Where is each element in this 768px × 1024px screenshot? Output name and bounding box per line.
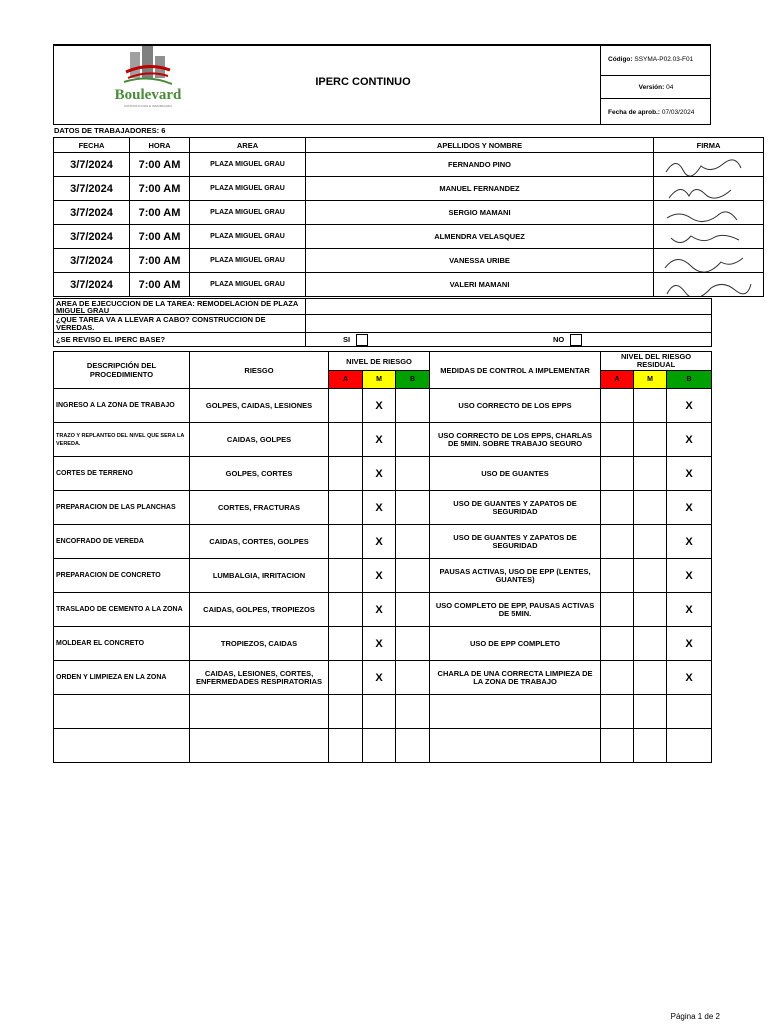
worker-nombre: VANESSA URIBE xyxy=(306,249,654,273)
empty-cell xyxy=(667,695,712,729)
no-checkbox[interactable] xyxy=(570,334,582,346)
risk-nivel-a xyxy=(329,491,363,525)
col-riesgo: RIESGO xyxy=(190,352,329,389)
risk-nivel-a xyxy=(329,559,363,593)
risk-nivel-b xyxy=(396,457,430,491)
worker-firma xyxy=(654,225,764,249)
col-firma: FIRMA xyxy=(654,138,764,153)
risk-residual-a xyxy=(601,491,634,525)
worker-hora: 7:00 AM xyxy=(130,201,190,225)
risk-nivel-a xyxy=(329,593,363,627)
nivel-b-header: B xyxy=(396,371,430,389)
risk-medidas: USO DE EPP COMPLETO xyxy=(430,627,601,661)
risk-residual-a xyxy=(601,559,634,593)
empty-cell xyxy=(54,729,190,763)
risk-nivel-b xyxy=(396,593,430,627)
nivel-m-header: M xyxy=(363,371,396,389)
risk-residual-b: X xyxy=(667,423,712,457)
risk-residual-b: X xyxy=(667,525,712,559)
risk-nivel-m: X xyxy=(363,491,396,525)
risk-nivel-a xyxy=(329,525,363,559)
empty-cell xyxy=(667,729,712,763)
risk-residual-b: X xyxy=(667,389,712,423)
risk-residual-m xyxy=(634,389,667,423)
signature-icon xyxy=(661,202,757,224)
empty-cell xyxy=(396,729,430,763)
risk-descripcion: ENCOFRADO DE VEREDA xyxy=(54,525,190,559)
risk-descripcion: PREPARACION DE CONCRETO xyxy=(54,559,190,593)
worker-fecha: 3/7/2024 xyxy=(54,177,130,201)
risk-medidas: CHARLA DE UNA CORRECTA LIMPIEZA DE LA ZONA DE TRABAJO xyxy=(430,661,601,695)
risk-row xyxy=(54,593,712,627)
risk-nivel-m: X xyxy=(363,423,396,457)
risk-residual-m xyxy=(634,491,667,525)
worker-row xyxy=(54,225,764,249)
risk-riesgo: LUMBALGIA, IRRITACION xyxy=(190,559,329,593)
worker-row xyxy=(54,249,764,273)
risk-nivel-a xyxy=(329,627,363,661)
risk-residual-m xyxy=(634,627,667,661)
col-nivel-riesgo: NIVEL DE RIESGO xyxy=(329,352,430,371)
empty-cell xyxy=(430,729,601,763)
workers-table xyxy=(53,137,764,297)
worker-nombre: SERGIO MAMANI xyxy=(306,201,654,225)
risk-medidas: PAUSAS ACTIVAS, USO DE EPP (LENTES, GUANTES) xyxy=(430,559,601,593)
risk-nivel-b xyxy=(396,389,430,423)
risk-riesgo: CAIDAS, GOLPES xyxy=(190,423,329,457)
signature-icon xyxy=(661,250,757,272)
no-label: NO xyxy=(553,334,565,344)
risk-residual-b: X xyxy=(667,559,712,593)
risk-residual-a xyxy=(601,525,634,559)
meta-version xyxy=(601,76,711,99)
signature-icon xyxy=(661,226,757,248)
col-nombre: APELLIDOS Y NOMBRE xyxy=(306,138,654,153)
empty-cell xyxy=(329,729,363,763)
risk-residual-b: X xyxy=(667,661,712,695)
empty-cell xyxy=(329,695,363,729)
risk-row xyxy=(54,661,712,695)
logo-text: Boulevard xyxy=(114,86,182,103)
codigo-value: SSYMA-P02.03-F01 xyxy=(634,56,694,63)
version-value: 04 xyxy=(666,83,674,91)
risk-nivel-b xyxy=(396,491,430,525)
worker-nombre: ALMENDRA VELASQUEZ xyxy=(306,225,654,249)
empty-cell xyxy=(396,695,430,729)
risk-residual-m xyxy=(634,593,667,627)
risk-nivel-a xyxy=(329,457,363,491)
worker-area: PLAZA MIGUEL GRAU xyxy=(190,273,306,297)
worker-area: PLAZA MIGUEL GRAU xyxy=(190,177,306,201)
risk-nivel-m: X xyxy=(363,525,396,559)
risk-nivel-b xyxy=(396,627,430,661)
risk-riesgo: GOLPES, CAIDAS, LESIONES xyxy=(190,389,329,423)
risk-descripcion: INGRESO A LA ZONA DE TRABAJO xyxy=(54,389,190,423)
meta-fecha xyxy=(601,99,711,125)
risk-residual-a xyxy=(601,423,634,457)
risk-riesgo: GOLPES, CORTES xyxy=(190,457,329,491)
risk-nivel-m: X xyxy=(363,627,396,661)
risk-residual-a xyxy=(601,661,634,695)
risk-riesgo: TROPIEZOS, CAIDAS xyxy=(190,627,329,661)
risk-medidas: USO DE GUANTES Y ZAPATOS DE SEGURIDAD xyxy=(430,525,601,559)
risk-row xyxy=(54,627,712,661)
empty-cell xyxy=(601,729,634,763)
document-title: IPERC CONTINUO xyxy=(315,76,411,88)
residual-m-header: M xyxy=(634,371,667,389)
risk-nivel-b xyxy=(396,525,430,559)
risk-descripcion: MOLDEAR EL CONCRETO xyxy=(54,627,190,661)
worker-fecha: 3/7/2024 xyxy=(54,153,130,177)
risk-row xyxy=(54,389,712,423)
risk-residual-m xyxy=(634,661,667,695)
version-label: Versión: xyxy=(638,83,665,91)
worker-row xyxy=(54,273,764,297)
empty-cell xyxy=(190,729,329,763)
empty-cell xyxy=(634,695,667,729)
risk-residual-b: X xyxy=(667,491,712,525)
worker-area: PLAZA MIGUEL GRAU xyxy=(190,153,306,177)
risk-descripcion: TRASLADO DE CEMENTO A LA ZONA xyxy=(54,593,190,627)
risk-medidas: USO DE GUANTES xyxy=(430,457,601,491)
empty-cell xyxy=(601,695,634,729)
col-fecha: FECHA xyxy=(54,138,130,153)
risk-nivel-b xyxy=(396,661,430,695)
worker-area: PLAZA MIGUEL GRAU xyxy=(190,249,306,273)
worker-row xyxy=(54,177,764,201)
risk-row-empty xyxy=(54,695,712,729)
signature-icon xyxy=(661,154,757,176)
task-question: ¿QUE TAREA VA A LLEVAR A CABO? CONSTRUCCION DE VEREDAS. xyxy=(54,315,306,333)
risk-riesgo: CAIDAS, GOLPES, TROPIEZOS xyxy=(190,593,329,627)
workers-title: DATOS DE TRABAJADORES: 6 xyxy=(54,126,166,135)
worker-row xyxy=(54,201,764,225)
risk-riesgo: CAIDAS, LESIONES, CORTES, ENFERMEDADES RESPIRATORIAS xyxy=(190,661,329,695)
worker-nombre: VALERI MAMANI xyxy=(306,273,654,297)
risk-table xyxy=(53,351,712,763)
risk-residual-m xyxy=(634,423,667,457)
risk-descripcion: CORTES DE TERRENO xyxy=(54,457,190,491)
worker-fecha: 3/7/2024 xyxy=(54,201,130,225)
empty-cell xyxy=(190,695,329,729)
risk-residual-b: X xyxy=(667,593,712,627)
worker-fecha: 3/7/2024 xyxy=(54,225,130,249)
risk-residual-a xyxy=(601,627,634,661)
empty-cell xyxy=(363,729,396,763)
worker-hora: 7:00 AM xyxy=(130,153,190,177)
risk-descripcion: TRAZO Y REPLANTEO DEL NIVEL QUE SERA LA VEREDA. xyxy=(54,423,190,457)
risk-residual-a xyxy=(601,389,634,423)
col-medidas: MEDIDAS DE CONTROL A IMPLEMENTAR xyxy=(430,352,601,389)
risk-nivel-b xyxy=(396,423,430,457)
risk-residual-a xyxy=(601,593,634,627)
risk-row xyxy=(54,457,712,491)
risk-residual-b: X xyxy=(667,627,712,661)
signature-icon xyxy=(661,274,757,296)
risk-row-empty xyxy=(54,729,712,763)
risk-descripcion: ORDEN Y LIMPIEZA EN LA ZONA xyxy=(54,661,190,695)
worker-row xyxy=(54,153,764,177)
no-option[interactable] xyxy=(553,334,582,346)
risk-riesgo: CAIDAS, CORTES, GOLPES xyxy=(190,525,329,559)
risk-nivel-a xyxy=(329,661,363,695)
logo-building-icon xyxy=(112,46,184,122)
risk-nivel-a xyxy=(329,389,363,423)
risk-residual-a xyxy=(601,457,634,491)
risk-residual-m xyxy=(634,525,667,559)
worker-firma xyxy=(654,177,764,201)
si-checkbox[interactable] xyxy=(356,334,368,346)
col-descripcion: DESCRIPCIÓN DEL PROCEDIMIENTO xyxy=(54,352,190,389)
nivel-a-header: A xyxy=(329,371,363,389)
meta-codigo xyxy=(601,44,711,76)
empty-cell xyxy=(634,729,667,763)
worker-area: PLAZA MIGUEL GRAU xyxy=(190,225,306,249)
risk-residual-b: X xyxy=(667,457,712,491)
workers-header-row xyxy=(54,138,764,153)
worker-fecha: 3/7/2024 xyxy=(54,249,130,273)
worker-hora: 7:00 AM xyxy=(130,177,190,201)
residual-b-header: B xyxy=(667,371,712,389)
risk-row xyxy=(54,559,712,593)
risk-row xyxy=(54,423,712,457)
worker-area: PLAZA MIGUEL GRAU xyxy=(190,201,306,225)
task-info-table xyxy=(53,298,712,347)
worker-firma xyxy=(654,273,764,297)
worker-firma xyxy=(654,249,764,273)
risk-medidas: USO COMPLETO DE EPP, PAUSAS ACTIVAS DE 5MIN. xyxy=(430,593,601,627)
worker-hora: 7:00 AM xyxy=(130,273,190,297)
worker-nombre: MANUEL FERNANDEZ xyxy=(306,177,654,201)
worker-hora: 7:00 AM xyxy=(130,225,190,249)
worker-fecha: 3/7/2024 xyxy=(54,273,130,297)
risk-row xyxy=(54,525,712,559)
codigo-label: Código: xyxy=(608,56,633,63)
risk-nivel-m: X xyxy=(363,661,396,695)
fecha-label: Fecha de aprob.: xyxy=(608,108,661,116)
risk-nivel-m: X xyxy=(363,389,396,423)
residual-a-header: A xyxy=(601,371,634,389)
empty-cell xyxy=(430,695,601,729)
si-label: SI xyxy=(343,334,351,344)
col-riesgo-residual: NIVEL DEL RIESGO RESIDUAL xyxy=(601,352,712,371)
area-ejecucion: AREA DE EJECUCCION DE LA TAREA: REMODELACION DE PLAZA MIGUEL GRAU xyxy=(54,299,306,315)
worker-firma xyxy=(654,153,764,177)
col-area: AREA xyxy=(190,138,306,153)
worker-hora: 7:00 AM xyxy=(130,249,190,273)
iperc-base-question: ¿SE REVISO EL IPERC BASE? xyxy=(54,333,306,347)
risk-descripcion: PREPARACION DE LAS PLANCHAS xyxy=(54,491,190,525)
iperc-base-answer xyxy=(306,333,712,347)
area-ejecucion-value xyxy=(306,299,712,315)
risk-residual-m xyxy=(634,457,667,491)
risk-nivel-m: X xyxy=(363,559,396,593)
col-hora: HORA xyxy=(130,138,190,153)
si-option[interactable] xyxy=(343,334,368,346)
risk-residual-m xyxy=(634,559,667,593)
risk-nivel-a xyxy=(329,423,363,457)
risk-medidas: USO CORRECTO DE LOS EPPS, CHARLAS DE 5MIN. SOBRE TRABAJO SEGURO xyxy=(430,423,601,457)
risk-nivel-m: X xyxy=(363,593,396,627)
empty-cell xyxy=(363,695,396,729)
task-question-value xyxy=(306,315,712,333)
risk-nivel-m: X xyxy=(363,457,396,491)
risk-riesgo: CORTES, FRACTURAS xyxy=(190,491,329,525)
page-number: Página 1 de 2 xyxy=(670,1012,720,1021)
signature-icon xyxy=(661,178,757,200)
risk-medidas: USO DE GUANTES Y ZAPATOS DE SEGURIDAD xyxy=(430,491,601,525)
worker-firma xyxy=(654,201,764,225)
company-logo xyxy=(112,46,184,122)
risk-nivel-b xyxy=(396,559,430,593)
worker-nombre: FERNANDO PINO xyxy=(306,153,654,177)
logo-tagline: CONSTRUCCION E INMOBILIARIA xyxy=(123,104,173,108)
fecha-value: 07/03/2024 xyxy=(661,108,695,116)
risk-row xyxy=(54,491,712,525)
risk-medidas: USO CORRECTO DE LOS EPPS xyxy=(430,389,601,423)
empty-cell xyxy=(54,695,190,729)
